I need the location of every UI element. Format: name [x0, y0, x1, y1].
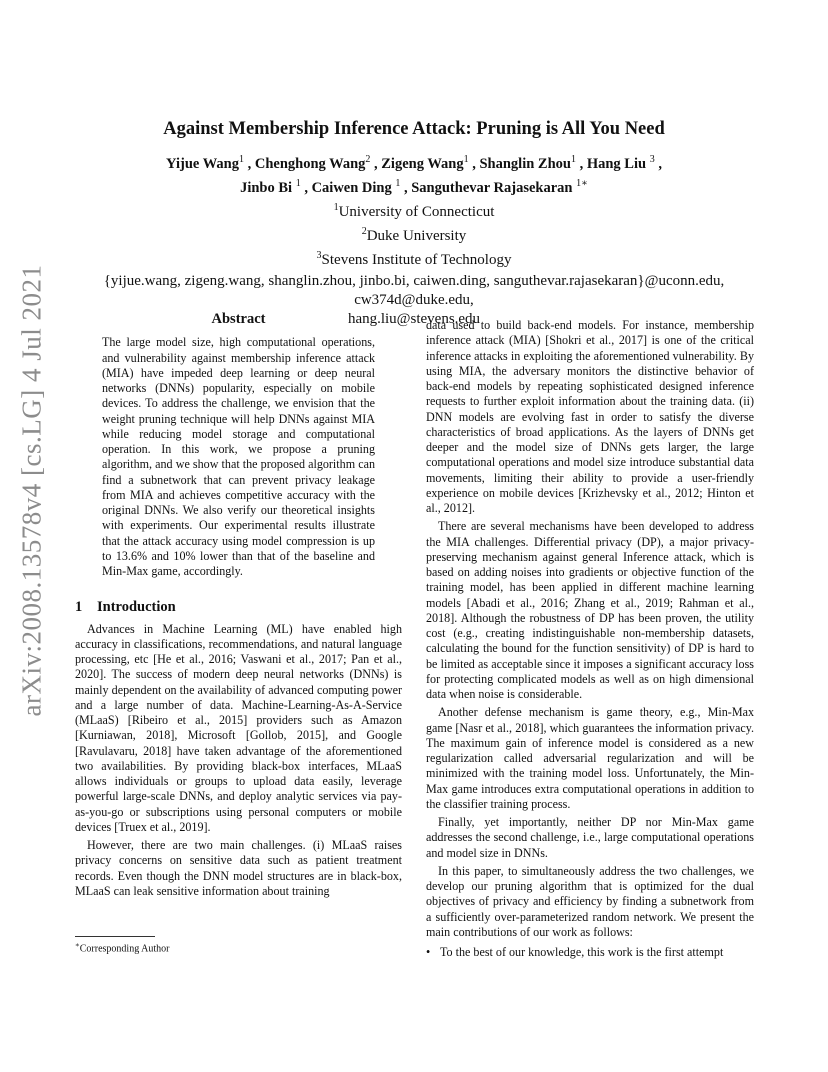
email-line: cw374d@duke.edu, [354, 291, 474, 308]
affiliation [60, 198, 768, 222]
author-affil-mark: 1 [238, 154, 244, 165]
author-name: Jinbo Bi [240, 179, 293, 196]
paper-header [60, 118, 768, 329]
left-column [75, 312, 402, 899]
email-line: {yijue.wang, zigeng.wang, shanglin.zhou, jinbo.bi, caiwen.ding, sanguthevar.rajasekaran}@uconn.edu, [103, 272, 725, 289]
footnote-text: Corresponding Author [79, 943, 170, 955]
author-name: Shanglin Zhou [479, 155, 571, 172]
arxiv-stamp [14, 264, 50, 716]
author-affil-mark: 1∗ [576, 177, 588, 189]
affil-mark: 1 [333, 201, 339, 213]
author-name: Sanguthevar Rajasekaran [411, 179, 573, 196]
author-name: Hang Liu [586, 155, 647, 172]
email-line: hang.liu@stevens.edu [347, 310, 481, 327]
body-paragraph: In this paper, to simultaneously address the two challenges, we develop our pruning algorithm that is optimized for the dual objectives of privacy and efficiency by finding a subnetwork from a sufficiently over-parameterized random network. We present the main contributions of our work as follows: [426, 863, 754, 939]
body-paragraph: data used to build back-end models. For instance, membership inference attack (MIA) [Shokri et al., 2017] is one of the critical inference attacks in exploiting the aforementioned vulnerability. By using MIA, the adversary monitors the distinctive behavior of back-end models by repeating sophisticated designed inference requests to further exploit information about the training data. (ii) DNN models are evolving fast in order to satisfy the diverse characteristics of broad applications. As the layers of DNNs get deeper and the model size of DNNs gets larger, the large computational operations and model size introduce substantial data movements, limiting their ability to provide a user-friendly experience on mobile devices [Krizhevsky et al., 2012; Hinton et al., 2012]. [426, 318, 754, 515]
footnote-mark: ∗ [75, 941, 80, 949]
body-paragraph: However, there are two main challenges. (i) MLaaS raises privacy concerns on sensitive data such as patient treatment records. Even though the DNN model structures are in black-box, MLaaS can leak sensitive information about training [75, 838, 402, 898]
author-affil-mark: 1 [395, 177, 401, 189]
affil-name: University of Connecticut [338, 203, 495, 220]
arxiv-stamp-text: arXiv:2008.13578v4 [cs.LG] 4 Jul 2021 [16, 264, 47, 716]
author-affil-mark: 3 [649, 154, 655, 165]
section-heading-introduction [75, 600, 402, 615]
body-paragraph: There are several mechanisms have been developed to address the MIA challenges. Differential privacy (DP), a major privacy-preserving mechanism against general Inference attack, which is based on adding noises into gradients or objective function of the training model, has been applied in different machine learning models [Abadi et al., 2016; Zhang et al., 2019; Rahman et al., 2018]. Although the robustness of DP has been proven, the utility cost (e.g., creating indistinguishable non-membership datasets, calculating the bound for the function sensitivity) of DP is hard to be limited as acceptable since it imposes a significant accuracy loss for protecting complicated models as well as on high dimensional data when noise is considerable. [426, 519, 754, 701]
footnote-rule [75, 936, 155, 937]
right-column [426, 318, 754, 960]
author-affil-mark: 1 [463, 154, 469, 165]
paper-title: Against Membership Inference Attack: Pruning is All You Need [163, 119, 665, 139]
body-paragraph: Finally, yet importantly, neither DP nor Min-Max game addresses the second challenge, i.e., large computational operations and model size in DNNs. [426, 815, 754, 860]
abstract-body [75, 335, 402, 579]
author-line-2: Jinbo Bi $^1$ , Caiwen Ding $^1$ , Sanguthevar Rajasekaran $^{1∗}$ [240, 177, 588, 196]
author-name: Caiwen Ding [311, 179, 392, 196]
contribution-bullet [426, 945, 754, 960]
author-affil-mark: 1 [295, 177, 301, 189]
section-title: Introduction [97, 599, 176, 616]
affil-mark: 2 [361, 225, 367, 237]
body-paragraph: Advances in Machine Learning (ML) have enabled high accuracy in classifications, recommendations, and natural language processing, etc [He et al., 2016; Vaswani et al., 2017; Pan et al., 2020]. The success of modern deep neural networks (DNNs) is mainly dependent on the availability of advanced computing power and a large number of data. Machine-Learning-As-A-Service (MLaaS) [Ribeiro et al., 2015] providers such as Amazon [Kurniawan, 2018], Microsoft [Gollob, 2015], and Google [Ravulavaru, 2018] have taken advantage of the aforementioned two availabilities. By providing black-box interfaces, MLaaS allows individuals or groups to upload data easily, leverage powerful large-scale DNNs, and deploy analytic services via pay-as-you-go or subscriptions using personal computers or mobile devices [Truex et al., 2019]. [75, 621, 402, 834]
author-affil-mark: 1 [570, 154, 576, 165]
author-name: Yijue Wang [166, 155, 239, 172]
affil-mark: 3 [316, 250, 322, 262]
bullet-marker: • [426, 945, 431, 959]
footnote [75, 936, 402, 955]
author-name: Chenghong Wang [254, 155, 366, 172]
affiliation [60, 246, 768, 270]
author-affil-mark: 2 [365, 154, 371, 165]
body-paragraph: Another defense mechanism is game theory, e.g., Min-Max game [Nasr et al., 2018], which guarantees the information privacy. The maximum gain of inference model is considered as a new regularization called adversarial regularization and will be minimized with the training model loss. Unfortunately, the Min-Max game introduces extra computational operations in addition to the classifier training process. [426, 705, 754, 811]
author-line-1: Yijue Wang$^1$ , Chenghong Wang$^2$ , Zigeng Wang$^1$ , Shanglin Zhou$^1$ , Hang Liu $^3$ , [166, 154, 662, 172]
affil-name: Stevens Institute of Technology [321, 252, 512, 269]
bullet-text: To the best of our knowledge, this work is the first attempt [440, 945, 724, 959]
abstract-paragraph: The large model size, high computational operations, and vulnerability against membership inference attack (MIA) have impeded deep learning or deep neural networks (DNNs) popularity, especially on mobile devices. To address the challenge, we envision that the weight pruning technique will help DNNs against MIA while reducing model storage and computational operation. In this work, we propose a pruning algorithm, and we show that the proposed algorithm can find a subnetwork that can prevent privacy leakage from MIA and achieves competitive accuracy with the original DNNs. We also verify our theoretical insights with experiments. Our experimental results illustrate that the attack accuracy using model compression is up to 13.6% and 10% lower than that of the baseline and Min-Max game, accordingly. [102, 335, 375, 578]
affiliation [60, 222, 768, 246]
affil-name: Duke University [366, 227, 467, 244]
section-number: 1 [75, 599, 83, 616]
abstract-heading: Abstract [211, 311, 266, 327]
author-name: Zigeng Wang [381, 155, 464, 172]
